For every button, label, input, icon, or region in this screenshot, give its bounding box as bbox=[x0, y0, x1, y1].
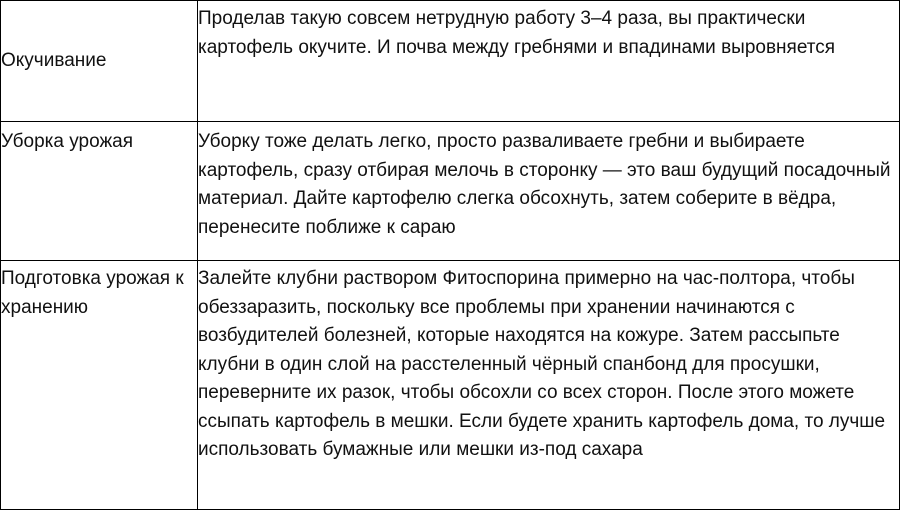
row-text-hilling: Проделав такую совсем нетрудную работу 3–4 раза, вы практически картофель окучите. И почва между гребнями и впадинами выровняется bbox=[198, 1, 900, 122]
table-row-hilling bbox=[1, 1, 900, 122]
row-text-harvest: Уборку тоже делать легко, просто разваливаете гребни и выбираете картофель, сразу отбирая мелочь в сторонку — это ваш будущий посадочный материал. Дайте картофелю слегка обсохнуть, затем соберите в вёдра, перенесите поближе к сараю bbox=[198, 122, 900, 261]
table-row-harvest bbox=[1, 122, 900, 261]
row-label-hilling: Окучивание bbox=[1, 1, 198, 122]
row-text-storage-prep: Залейте клубни раствором Фитоспорина примерно на час-полтора, чтобы обеззаразить, поскольку все проблемы при хранении начинаются с возбудителей болезней, которые находятся на кожуре. Затем рассыпьте клубни в один слой на расстеленный чёрный спанбонд для просушки, переверните их разок, чтобы обсохли со всех сторон. После этого можете ссыпать картофель в мешки. Если будете хранить картофель дома, то лучше использовать бумажные или мешки из-под сахара bbox=[198, 261, 900, 510]
table-row-storage-prep bbox=[1, 261, 900, 510]
row-label-storage-prep: Подготовка урожая к хранению bbox=[1, 261, 198, 510]
row-label-harvest: Уборка урожая bbox=[1, 122, 198, 261]
